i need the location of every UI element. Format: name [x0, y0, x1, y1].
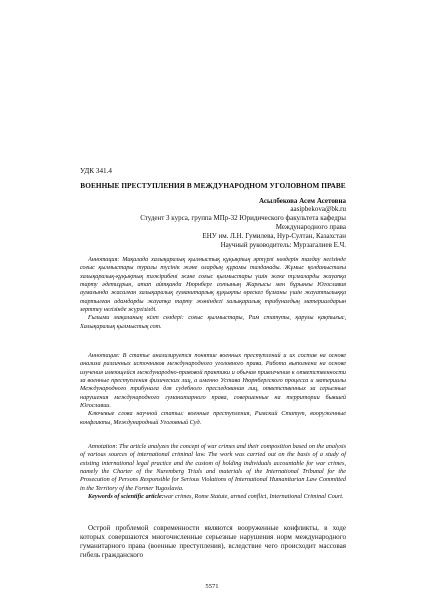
author-email-line	[80, 205, 346, 213]
abstract-kz	[80, 256, 346, 314]
abstract-en-text: The article analyzes the concept of war crimes and their composition based on the analysis of various sources of international criminal law. The work was carried out on the basis of a study of existing international legal practice and the custom of holding individuals accountable for war crimes, namely the Charter of the Nuremberg Trials and materials of the International Tribunal for the Prosecution of Persons Responsible for Serious Violations of International Humanitarian Law Committed in the Territory of the Former Yugoslavia.	[80, 443, 346, 492]
abstract-kz-label: Аннотация:	[88, 256, 120, 263]
keywords-ru	[80, 410, 346, 427]
keywords-en-text: war crimes, Rome Statute, armed conflict, International Criminal Court.	[163, 493, 344, 501]
body-paragraph: Острой проблемой современности являются вооруженные конфликты, в ходе которых совершаются многочисленные серьезные нарушения норм международного гуманитарного права (военные преступления), вследствие чего происходит массовая гибель гражданского	[80, 524, 346, 559]
abstract-en-section	[80, 443, 346, 501]
abstract-kz-text: Мақалада халықаралық қылмыстық құқықтың әртүрлі көздерін талдау негізінде соғыс қылмыстары туралы түсінік және олардың құрамы талданады. Жұмыс қолданыстағы халықаралық-құқықтық тәжірибені және соғыс қылмыстары үшін жеке тұлғаларды жауапқа тарту әдетиұрын, атап айтқанда Нюрнберг сотының Жарғысы мен бұрынғы Югославия аумағында жасалған халықаралық гуманитарлық құқықты өрескел бұзғаны үшін жауаптылыққа тартылған адамдарды жауапқа тарту жөніндегі халықаралық трибуналдың материалдарын зерттеу негізінде жүргізілді.	[80, 256, 346, 314]
abstract-ru-section	[80, 352, 346, 427]
keywords-ru-label: Ключевые слова научной статьи:	[88, 410, 184, 418]
keywords-en	[80, 493, 346, 501]
article-title: ВОЕННЫЕ ПРЕСТУПЛЕНИЯ В МЕЖДУНАРОДНОМ УГОЛОВНОМ ПРАВЕ	[80, 181, 346, 190]
abstract-en	[80, 443, 346, 493]
abstract-ru-text: В статье анализируется понятие военных преступлений и их состав на основе анализа различных источников международного уголовного права. Работа выполнена на основе изучения имеющейся международно-правовой практики и обычая привлечения к ответственности за военные преступления физических лиц, а именно Устава Нюрнбергского процесса и материалы Международного трибунала для судебного преследования лиц, ответственных за серьезные нарушения международного гуманитарного права, совершенные на территории бывшей Югославии.	[80, 352, 346, 410]
page-number: 5571	[205, 583, 219, 590]
abstract-ru	[80, 352, 346, 410]
author-name: Асылбекова Асем Асетовна	[258, 197, 346, 205]
abstract-ru-label: Аннотация:	[88, 352, 120, 359]
keywords-en-label: Keywords of scientific article:	[88, 493, 164, 501]
keywords-kz-label: Ғылыми мақаланың кілт сөздері:	[88, 314, 184, 322]
abstract-en-label: Annotation:	[88, 443, 118, 450]
author-email-link[interactable]: aasipbekova@bk.ru	[290, 205, 346, 213]
author-affiliation-3: ЕНУ им. Л.Н. Гумилева, Нур-Султан, Казахстан	[202, 232, 346, 240]
udk-code: УДК 341.4	[80, 167, 113, 175]
author-supervisor: Научный руководитель: Мурзагалиев Е.Ч.	[220, 241, 346, 249]
keywords-ru-text: военные преступления, Римский Статут, вооруженные конфликты, Международный Уголовный Суд.	[80, 410, 346, 426]
author-affiliation-1: Студент 3 курса, группа МПр-32 Юридического факультета кафедры	[140, 214, 346, 222]
abstract-kz-section	[80, 256, 346, 331]
author-affiliation-2: Международного права	[275, 223, 346, 231]
keywords-kz-text: соғыс қылмыстары, Рим статуты, қарулы қақтығыс, Халықаралық қылмыстық сот.	[80, 314, 346, 330]
keywords-kz	[80, 314, 346, 331]
body-section	[80, 524, 346, 560]
